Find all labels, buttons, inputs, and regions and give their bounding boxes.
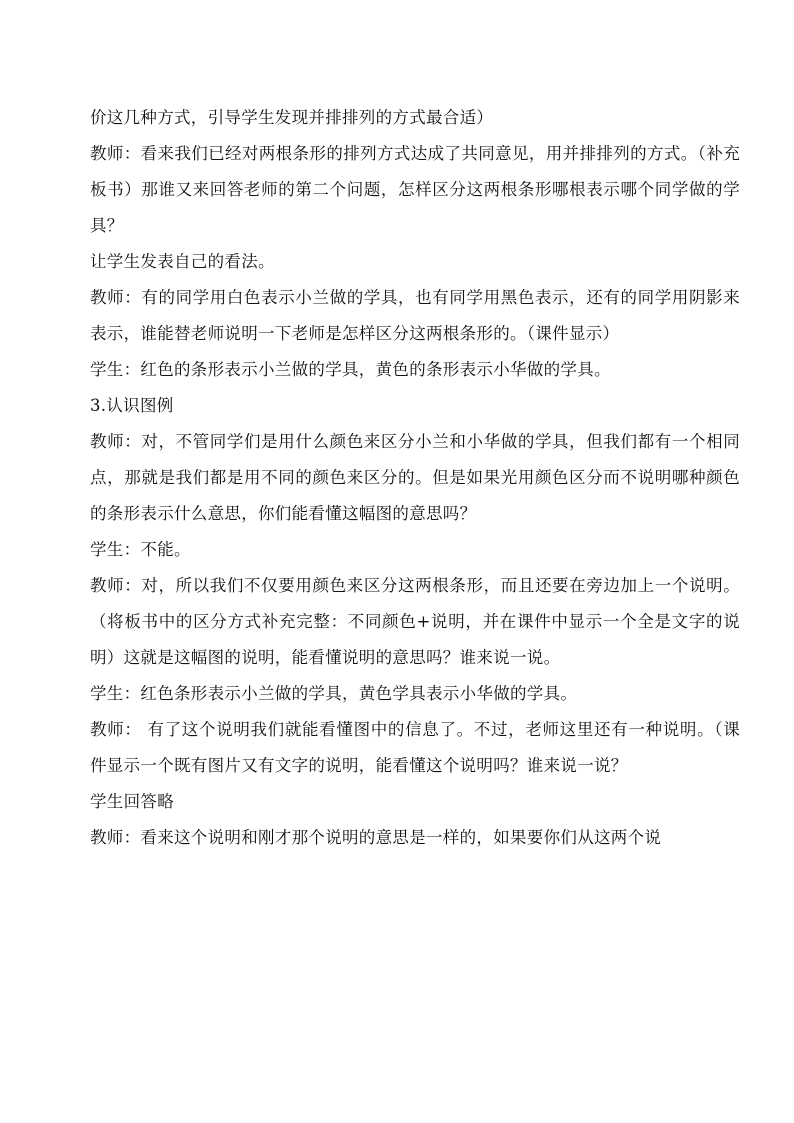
- paragraph-student-legend-answer: 学生：红色条形表示小兰做的学具，黄色学具表示小华做的学具。: [90, 684, 578, 703]
- paragraph-student-answer-colors: 学生：红色的条形表示小兰做的学具，黄色的条形表示小华做的学具。: [90, 360, 611, 379]
- paragraph-teacher-arrangement: 教师：看来我们已经对两根条形的排列方式达成了共同意见，用并排排列的方式。（补充板书）那谁又来回答老师的第二个问题，怎样区分这两根条形哪根表示哪个同学做的学具？: [90, 144, 740, 235]
- document-body: [90, 100, 740, 856]
- paragraph-teacher-colors: 教师：有的同学用白色表示小兰做的学具，也有同学用黑色表示，还有的同学用阴影来表示，谁能替老师说明一下老师是怎样区分这两根条形的。（课件显示）: [90, 288, 740, 343]
- paragraph-teacher-common-point: 教师：对，不管同学们是用什么颜色来区分小兰和小华做的学具，但我们都有一个相同点，那就是我们都是用不同的颜色来区分的。但是如果光用颜色区分而不说明哪种颜色的条形表示什么意思，你们能看懂这幅图的意思吗？: [90, 432, 740, 523]
- paragraph-teacher-second-legend: 教师： 有了这个说明我们就能看懂图中的信息了。不过，老师这里还有一种说明。（课件显示一个既有图片又有文字的说明，能看懂这个说明吗？谁来说一说？: [90, 720, 740, 775]
- section-heading-legend: 3.认识图例: [90, 396, 174, 415]
- paragraph-student-answer-omitted: 学生回答略: [90, 792, 174, 811]
- paragraph-student-no: 学生：不能。: [90, 540, 191, 559]
- paragraph-teacher-add-legend: 教师：对，所以我们不仅要用颜色来区分这两根条形，而且还要在旁边加上一个说明。（将板书中的区分方式补充完整：不同颜色+说明，并在课件中显示一个全是文字的说明）这就是这幅图的说明，能看懂说明的意思吗？谁来说一说。: [90, 576, 740, 667]
- paragraph-lesson-continuation: 价这几种方式，引导学生发现并排排列的方式最合适）: [90, 108, 494, 127]
- paragraph-teacher-compare-legends: 教师：看来这个说明和刚才那个说明的意思是一样的，如果要你们从这两个说: [90, 828, 662, 847]
- paragraph-student-views: 让学生发表自己的看法。: [90, 252, 275, 271]
